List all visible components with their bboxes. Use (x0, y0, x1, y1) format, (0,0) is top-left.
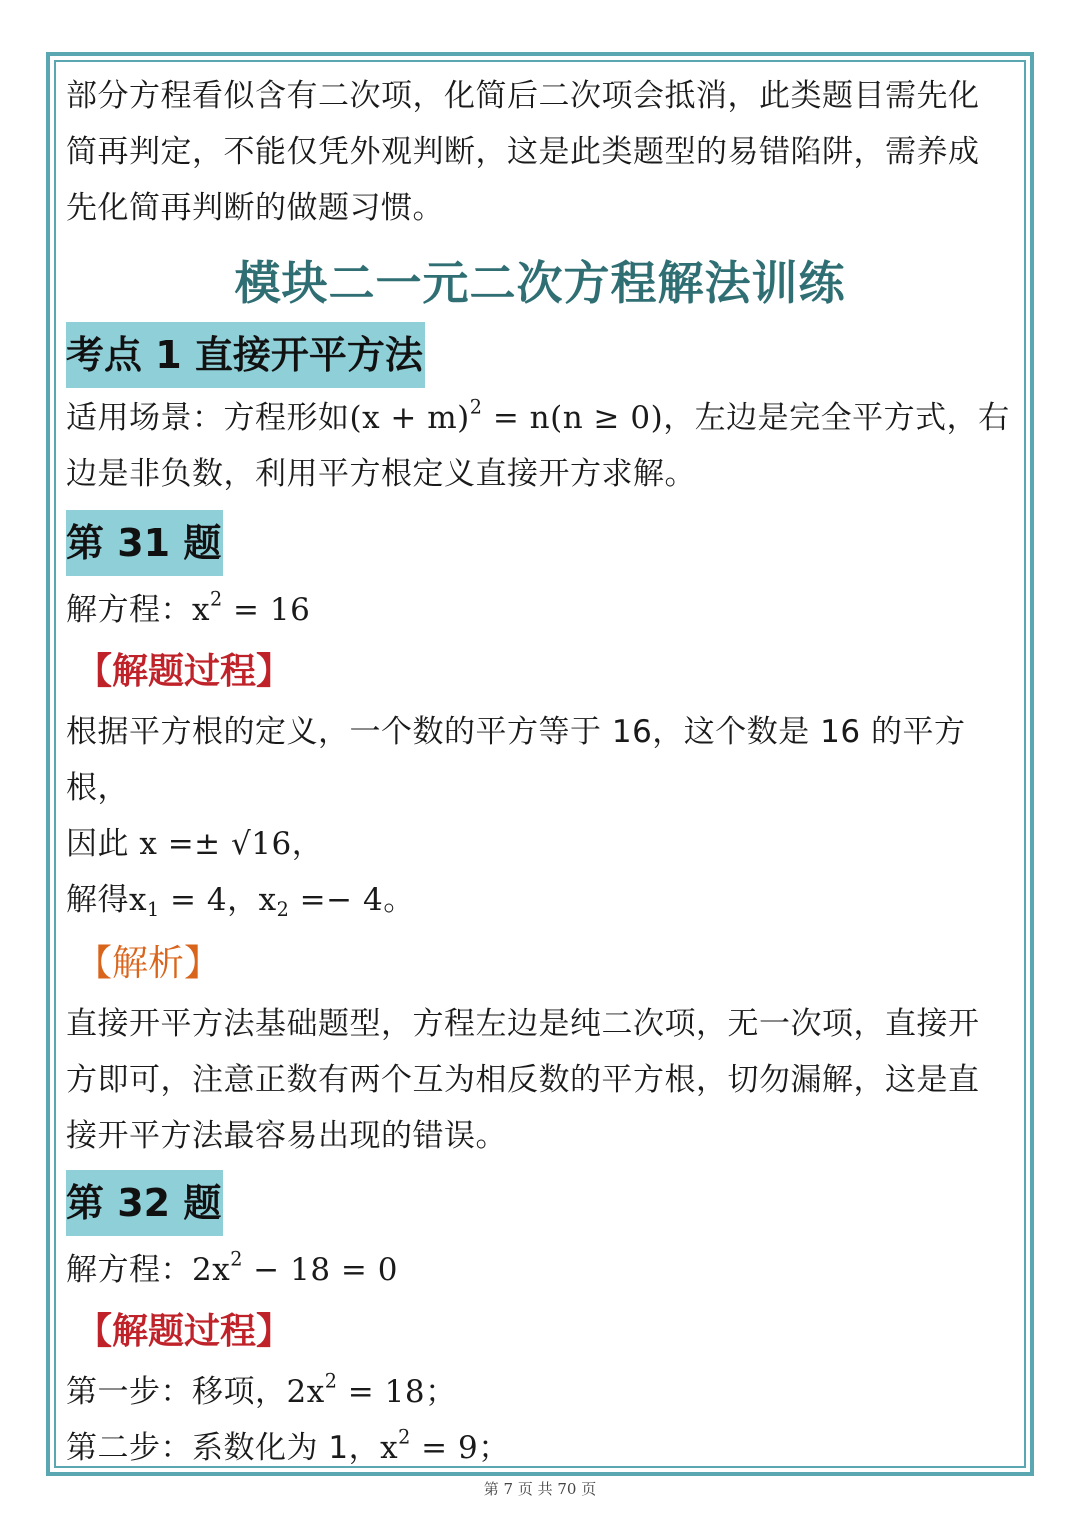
kaodian-heading-wrap (66, 322, 1014, 388)
intro-line: 简再判定，不能仅凭外观判断，这是此类题型的易错陷阱，需养成 (66, 134, 980, 170)
q31-analysis (66, 996, 1014, 1164)
kaodian-heading: 考点 1 直接开平方法 (66, 322, 425, 388)
page-content (66, 68, 1014, 1476)
process-line: 根， (66, 770, 129, 806)
kaodian-desc-line: 适用场景：方程形如$(x + m)^2 = n(n \ge 0)$，左边是完全平方式，右 (66, 395, 1010, 436)
kaodian-description (66, 390, 1014, 502)
question-31-problem: 解方程：$x^2 = 16$ (66, 587, 311, 628)
q31-process-label: 【解题过程】 (76, 651, 293, 692)
intro-line: 先化简再判断的做题习惯。 (66, 190, 444, 226)
question-31-heading: 第 31 题 (66, 510, 223, 576)
process-line: 第二步：系数化为 1，$x^2 = 9$； (66, 1425, 510, 1466)
process-line: 根据平方根的定义，一个数的平方等于 16，这个数是 16 的平方 (66, 714, 966, 750)
analysis-line: 方即可，注意正数有两个互为相反数的平方根，切勿漏解，这是直 (66, 1062, 980, 1098)
intro-paragraph (66, 68, 1014, 236)
q32-process-label: 【解题过程】 (76, 1311, 293, 1352)
analysis-line: 直接开平方法基础题型，方程左边是纯二次项，无一次项，直接开 (66, 1006, 980, 1042)
intro-line: 部分方程看似含有二次项，化简后二次项会抵消，此类题目需先化 (66, 78, 980, 114)
question-32-problem: 解方程：$2x^2 - 18 = 0$ (66, 1247, 398, 1288)
kaodian-desc-line: 边是非负数，利用平方根定义直接开方求解。 (66, 456, 696, 492)
q31-analysis-label: 【解析】 (76, 943, 221, 984)
process-line: 解得$x_1 = 4$，$x_2 =- 4$。 (66, 882, 415, 921)
analysis-line: 接开平方法最容易出现的错误。 (66, 1118, 507, 1154)
module-title: 模块二一元二次方程解法训练 (234, 256, 846, 310)
q32-heading-wrap (66, 1170, 1014, 1236)
q32-process (66, 1364, 1014, 1476)
page-footer: 第 7 页 共 70 页 (483, 1480, 597, 1498)
process-line: 第一步：移项，$2x^2 = 18$； (66, 1369, 457, 1410)
q31-heading-wrap (66, 510, 1014, 576)
process-line: 因此 x =± √16， (66, 826, 324, 862)
question-32-heading: 第 32 题 (66, 1170, 223, 1236)
q31-process (66, 704, 1014, 928)
